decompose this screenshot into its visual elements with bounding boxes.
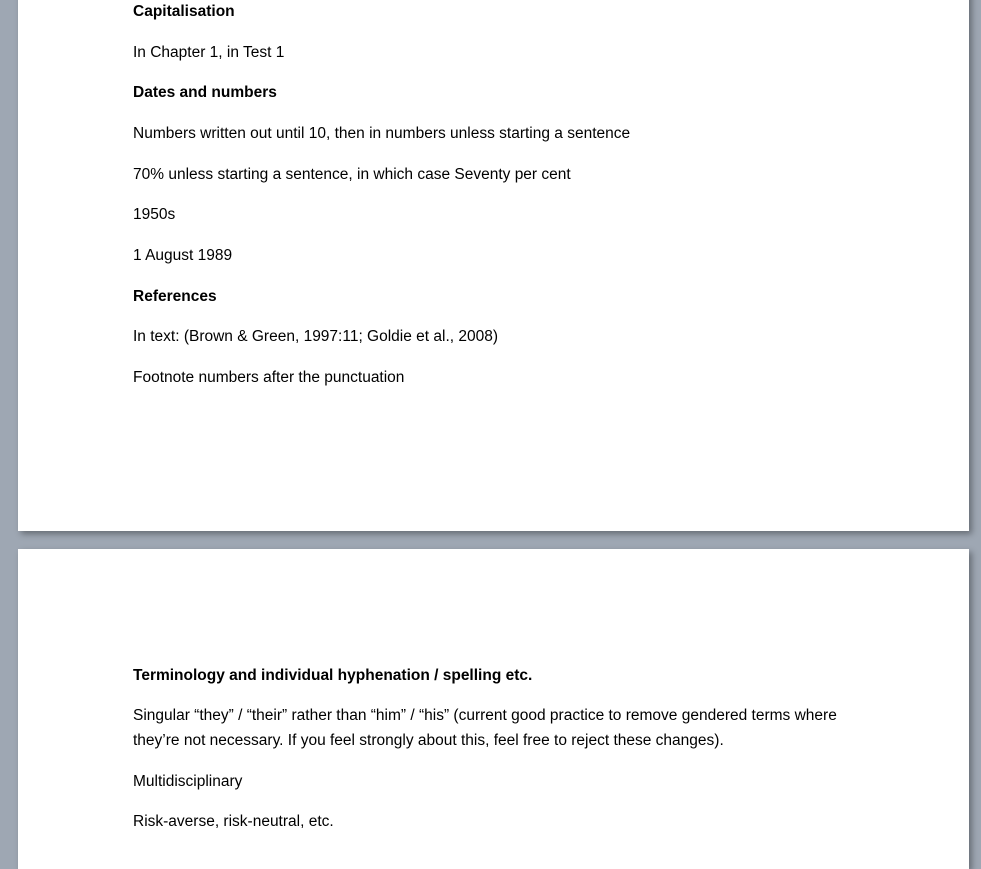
heading-capitalisation: Capitalisation — [133, 3, 235, 20]
date-example: 1 August 1989 — [133, 247, 233, 264]
in-text-citation-example: In text: (Brown & Green, 1997:11; Goldie et al., 2008) — [133, 328, 499, 345]
percent-rule: 70% unless starting a sentence, in which case Seventy per cent — [133, 166, 571, 183]
heading-terminology: Terminology and individual hyphenation / spelling etc. — [133, 667, 533, 684]
document-page-1 — [18, 0, 969, 531]
heading-dates-numbers: Dates and numbers — [133, 84, 277, 101]
risk-terms: Risk-averse, risk-neutral, etc. — [133, 813, 334, 830]
document-page-2 — [18, 549, 969, 869]
numbers-rule: Numbers written out until 10, then in numbers unless starting a sentence — [133, 125, 631, 142]
singular-they-paragraph: Singular “they” / “their” rather than “him” / “his” (current good practice to remove gendered terms where they’re not necessary. If you feel strongly about this, feel free to reject these changes). — [133, 707, 837, 749]
multidisciplinary-term: Multidisciplinary — [133, 773, 243, 790]
decade-example: 1950s — [133, 206, 176, 223]
heading-references: References — [133, 288, 217, 305]
capitalisation-example: In Chapter 1, in Test 1 — [133, 44, 285, 61]
footnote-rule: Footnote numbers after the punctuation — [133, 369, 405, 386]
